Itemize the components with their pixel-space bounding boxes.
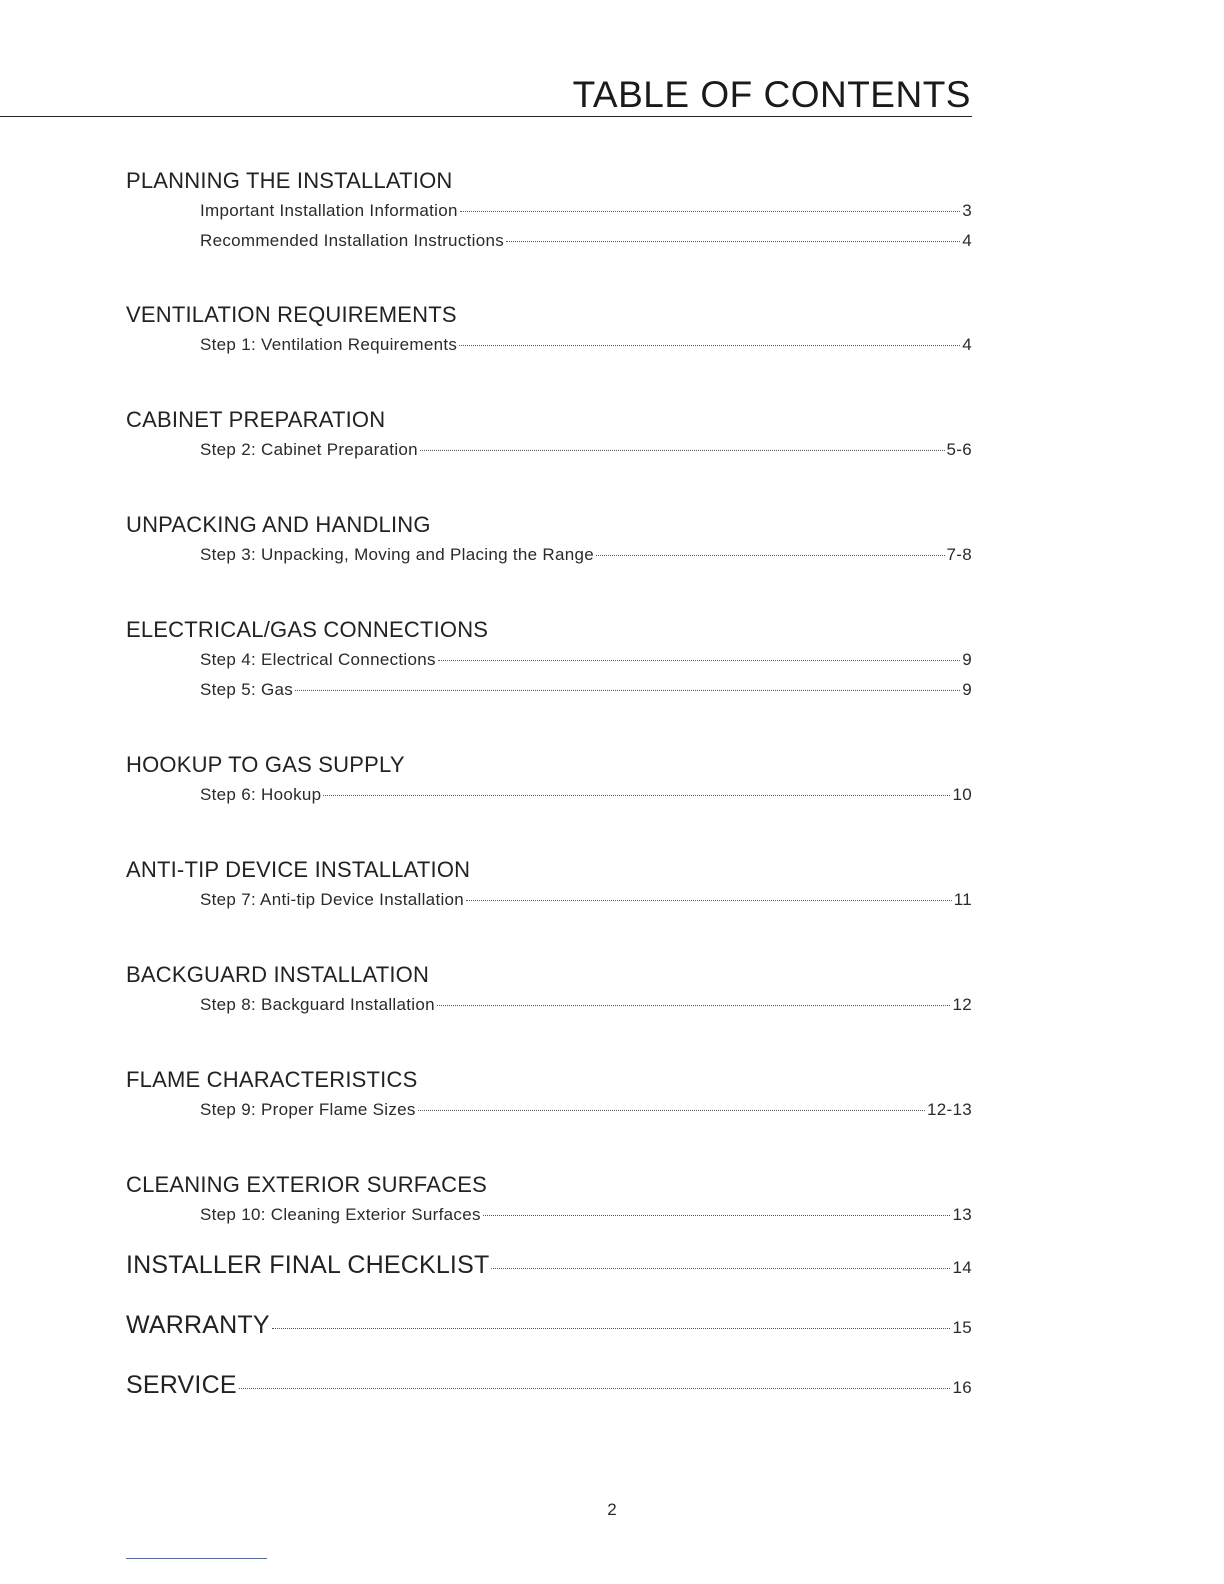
section-heading: UNPACKING AND HANDLING xyxy=(126,512,431,537)
toc-section xyxy=(126,1065,972,1170)
section-heading: FLAME CHARACTERISTICS xyxy=(126,1067,418,1092)
toc-entry[interactable] xyxy=(200,335,972,365)
dot-leader xyxy=(460,211,960,212)
page-number: 2 xyxy=(607,1500,617,1519)
dot-leader xyxy=(483,1215,951,1216)
section-heading: BACKGUARD INSTALLATION xyxy=(126,962,430,987)
entry-label: Step 9: Proper Flame Sizes xyxy=(200,1100,416,1119)
entry-page: 9 xyxy=(962,650,972,669)
toc-section xyxy=(126,405,972,510)
entry-label: Step 1: Ventilation Requirements xyxy=(200,335,458,354)
entry-page: 4 xyxy=(962,231,972,250)
main-entry-label: INSTALLER FINAL CHECKLIST xyxy=(126,1251,490,1279)
section-heading: HOOKUP TO GAS SUPPLY xyxy=(126,752,405,777)
main-entry-page: 15 xyxy=(952,1318,972,1337)
main-entry-label: WARRANTY xyxy=(126,1311,270,1339)
entry-label: Step 10: Cleaning Exterior Surfaces xyxy=(200,1205,481,1224)
dot-leader xyxy=(437,1005,951,1006)
entry-page: 12-13 xyxy=(927,1100,972,1119)
toc-section xyxy=(126,510,972,615)
dot-leader xyxy=(459,345,960,346)
toc-entry[interactable] xyxy=(200,890,972,920)
toc-entry[interactable] xyxy=(200,785,972,815)
toc-section xyxy=(126,855,972,960)
main-entry-page: 14 xyxy=(952,1258,972,1277)
toc-section xyxy=(126,615,972,750)
entry-label: Step 7: Anti-tip Device Installation xyxy=(200,890,465,909)
toc-section xyxy=(126,960,972,1065)
page-title: TABLE OF CONTENTS xyxy=(572,74,971,115)
toc-section xyxy=(126,750,972,855)
entry-label: Step 2: Cabinet Preparation xyxy=(200,440,418,459)
toc-entry[interactable] xyxy=(200,231,972,261)
entry-page: 12 xyxy=(952,995,972,1014)
toc-entry[interactable] xyxy=(200,201,972,231)
toc-entry[interactable] xyxy=(200,680,972,710)
entry-page: 13 xyxy=(952,1205,972,1224)
entry-label: Step 8: Backguard Installation xyxy=(200,995,435,1014)
entry-page: 5-6 xyxy=(946,440,972,459)
toc-entry[interactable] xyxy=(200,650,972,680)
toc-entry[interactable] xyxy=(200,1205,972,1235)
toc-section xyxy=(126,166,972,300)
dot-leader xyxy=(295,690,960,691)
section-heading: CABINET PREPARATION xyxy=(126,407,386,432)
entry-page: 10 xyxy=(952,785,972,804)
toc-entry[interactable] xyxy=(200,440,972,470)
dot-leader xyxy=(491,1268,950,1269)
section-heading: ANTI-TIP DEVICE INSTALLATION xyxy=(126,857,471,882)
section-heading: VENTILATION REQUIREMENTS xyxy=(126,302,457,327)
toc-section xyxy=(126,300,972,405)
entry-page: 9 xyxy=(962,680,972,699)
dot-leader xyxy=(466,900,952,901)
dot-leader xyxy=(438,660,960,661)
toc-main-entry[interactable] xyxy=(126,1310,972,1370)
dot-leader xyxy=(506,241,960,242)
section-heading: PLANNING THE INSTALLATION xyxy=(126,168,453,193)
dot-leader xyxy=(418,1110,925,1111)
dot-leader xyxy=(596,555,945,556)
title-rule xyxy=(0,116,972,117)
toc-main-entry[interactable] xyxy=(126,1250,972,1310)
toc-entry[interactable] xyxy=(200,545,972,575)
section-heading: ELECTRICAL/GAS CONNECTIONS xyxy=(126,617,489,642)
entry-label: Step 4: Electrical Connections xyxy=(200,650,436,669)
toc-entry[interactable] xyxy=(200,1100,972,1130)
dot-leader xyxy=(420,450,945,451)
footer-rule xyxy=(126,1558,267,1559)
toc-entry[interactable] xyxy=(200,995,972,1025)
entry-label: Step 6: Hookup xyxy=(200,785,322,804)
dot-leader xyxy=(239,1388,951,1389)
entry-page: 7-8 xyxy=(946,545,972,564)
entry-label: Recommended Installation Instructions xyxy=(200,231,505,250)
entry-label: Step 3: Unpacking, Moving and Placing the Range xyxy=(200,545,595,564)
main-entry-label: SERVICE xyxy=(126,1371,237,1399)
dot-leader xyxy=(272,1328,951,1329)
entry-label: Step 5: Gas xyxy=(200,680,294,699)
dot-leader xyxy=(323,795,950,796)
toc-section xyxy=(126,1170,972,1250)
main-entry-page: 16 xyxy=(952,1378,972,1397)
entry-page: 11 xyxy=(953,890,972,909)
entry-page: 3 xyxy=(962,201,972,220)
section-heading: CLEANING EXTERIOR SURFACES xyxy=(126,1172,487,1197)
entry-page: 4 xyxy=(962,335,972,354)
toc-main-entry[interactable] xyxy=(126,1370,972,1430)
entry-label: Important Installation Information xyxy=(200,201,458,220)
table-of-contents xyxy=(126,166,972,1430)
